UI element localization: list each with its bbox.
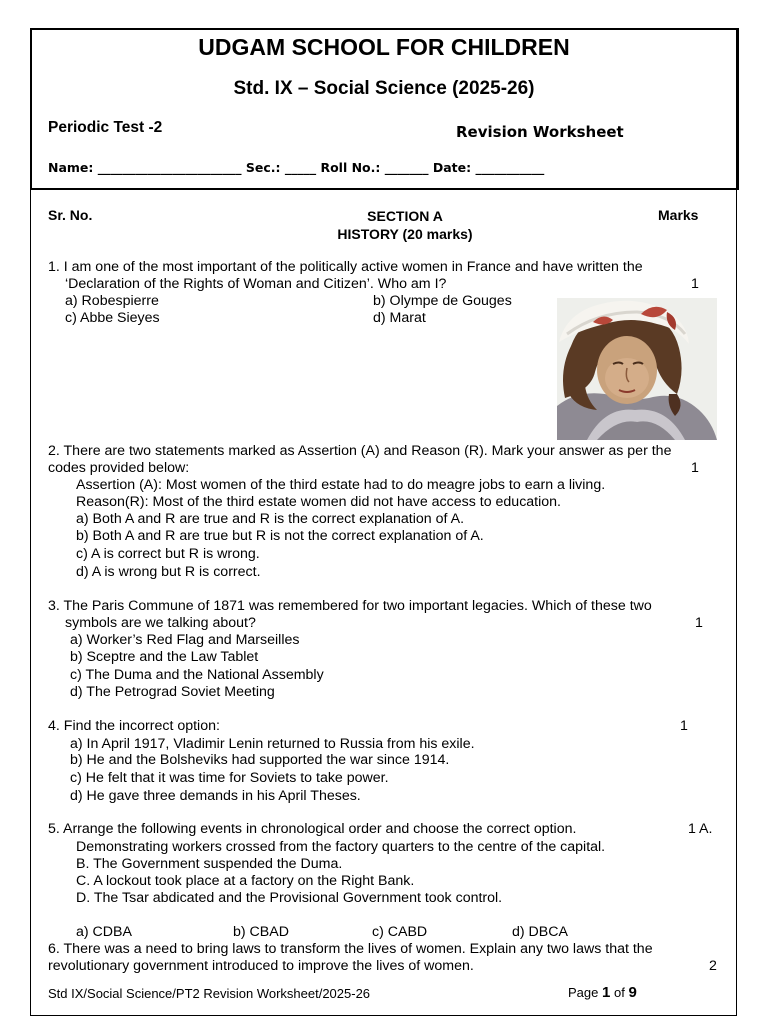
q4-option-d: d) He gave three demands in his April Theses. (70, 788, 361, 804)
student-details-line: Name: _______________________ Sec.: _____ Roll No.: _______ Date: ___________ (48, 160, 545, 175)
q5-event-c: C. A lockout took place at a factory on the Right Bank. (76, 873, 415, 889)
q1-marks: 1 (691, 276, 699, 292)
test-name: Periodic Test -2 (48, 119, 163, 136)
q2-option-b: b) Both A and R are true but R is not the correct explanation of A. (76, 528, 484, 544)
q5-option-d: d) DBCA (512, 924, 568, 940)
class-title: Std. IX – Social Science (2025-26) (233, 78, 535, 99)
portrait-image (557, 298, 717, 440)
q5-option-c: c) CABD (372, 924, 428, 940)
of-label: of (613, 985, 625, 1000)
q4-option-c: c) He felt that it was time for Soviets to take power. (70, 770, 389, 786)
q1-text-line2: ‘Declaration of the Rights of Woman and Citizen’. Who am I? (65, 276, 447, 292)
section-title: SECTION A (367, 208, 443, 224)
sr-no-header: Sr. No. (48, 207, 93, 223)
q1-option-d: d) Marat (373, 310, 426, 326)
page-total: 9 (628, 984, 637, 1001)
q3-marks: 1 (695, 615, 703, 631)
q1-option-b: b) Olympe de Gouges (373, 293, 512, 309)
q4-text-line1: 4. Find the incorrect option: (48, 718, 220, 734)
q4-option-b: b) He and the Bolsheviks had supported the war since 1914. (70, 752, 450, 768)
q2-assertion: Assertion (A): Most women of the third estate had to do meagre jobs to earn a living. (76, 477, 606, 493)
marks-header: Marks (658, 207, 699, 223)
q1-option-a: a) Robespierre (65, 293, 159, 309)
q5-event-a: Demonstrating workers crossed from the factory quarters to the centre of the capital. (76, 839, 606, 855)
q3-option-c: c) The Duma and the National Assembly (70, 667, 324, 683)
q3-option-b: b) Sceptre and the Law Tablet (70, 649, 259, 665)
q5-marks: 1 A. (688, 821, 713, 837)
page-label: Page (568, 985, 599, 1000)
q4-option-a: a) In April 1917, Vladimir Lenin returned to Russia from his exile. (70, 736, 475, 752)
q3-text-line1: 3. The Paris Commune of 1871 was remembered for two important legacies. Which of these two (48, 598, 652, 614)
q5-option-a: a) CDBA (76, 924, 132, 940)
worksheet-type: Revision Worksheet (456, 123, 624, 141)
q2-reason: Reason(R): Most of the third estate women did not have access to education. (76, 494, 562, 510)
q5-event-d: D. The Tsar abdicated and the Provisional Government took control. (76, 890, 503, 906)
page-current: 1 (602, 984, 611, 1001)
q5-option-b: b) CBAD (233, 924, 289, 940)
q5-event-b: B. The Government suspended the Duma. (76, 856, 343, 872)
q1-text-line1: 1. I am one of the most important of the politically active women in France and have written the (48, 259, 643, 275)
q5-text-line1: 5. Arrange the following events in chronological order and choose the correct option. (48, 821, 577, 837)
q4-marks: 1 (680, 718, 688, 734)
q6-text-line1: 6. There was a need to bring laws to transform the lives of women. Explain any two laws that the (48, 941, 653, 957)
q3-option-a: a) Worker’s Red Flag and Marseilles (70, 632, 300, 648)
footer-document-ref: Std IX/Social Science/PT2 Revision Worksheet/2025-26 (48, 986, 371, 1001)
q2-text-line2: codes provided below: (48, 460, 190, 476)
school-name: UDGAM SCHOOL FOR CHILDREN (198, 34, 570, 60)
section-heading (330, 207, 480, 243)
subject-title: HISTORY (20 marks) (337, 226, 473, 242)
q6-marks: 2 (709, 958, 717, 974)
q2-option-c: c) A is correct but R is wrong. (76, 546, 260, 562)
q2-marks: 1 (691, 460, 699, 476)
q2-text-line1: 2. There are two statements marked as Assertion (A) and Reason (R). Mark your answer as per the (48, 443, 672, 459)
q2-option-a: a) Both A and R are true and R is the correct explanation of A. (76, 511, 465, 527)
footer-page-number (568, 984, 637, 1001)
q6-text-line2: revolutionary government introduced to improve the lives of women. (48, 958, 474, 974)
q2-option-d: d) A is wrong but R is correct. (76, 564, 261, 580)
q1-option-c: c) Abbe Sieyes (65, 310, 160, 326)
q3-text-line2: symbols are we talking about? (65, 615, 256, 631)
q3-option-d: d) The Petrograd Soviet Meeting (70, 684, 275, 700)
